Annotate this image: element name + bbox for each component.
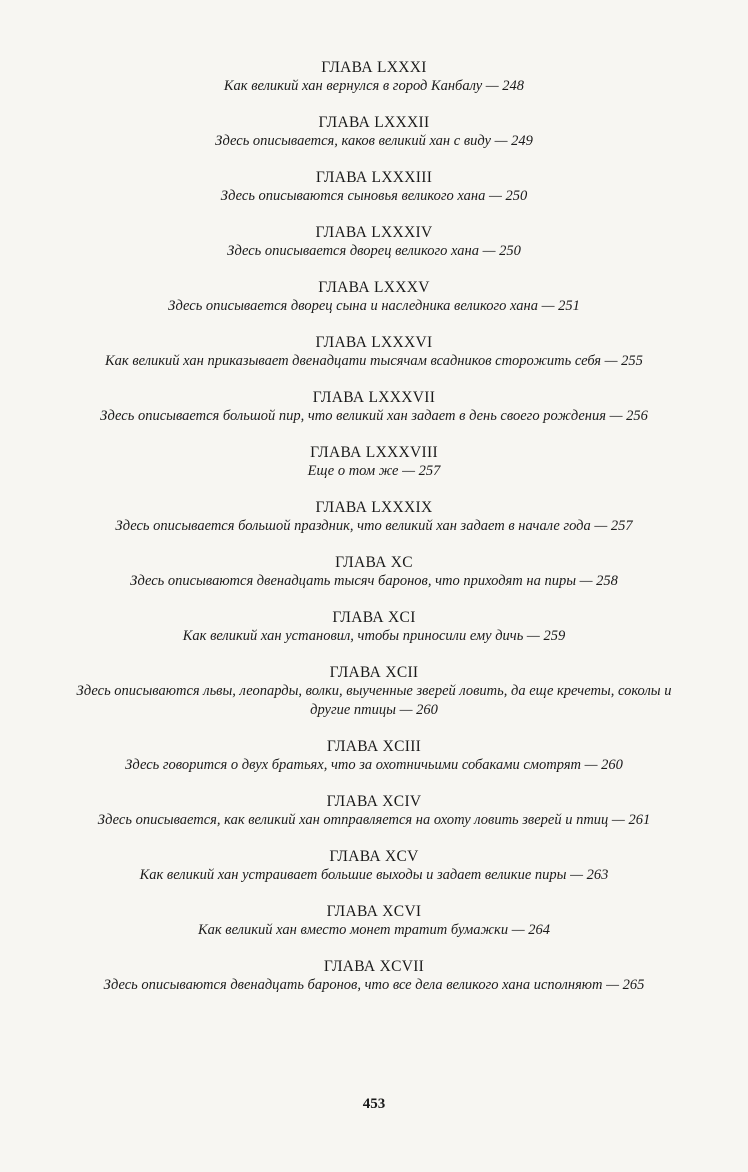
toc-entry [40, 168, 708, 206]
chapter-heading: ГЛАВА LXXXV [318, 279, 430, 296]
chapter-description: Здесь описывается, каков великий хан с виду — 249 [215, 133, 533, 149]
chapter-description: Как великий хан приказывает двенадцати тысячам всадников сторожить себя — 255 [105, 353, 643, 369]
chapter-heading: ГЛАВА LXXXIII [315, 169, 433, 186]
toc-entry [40, 553, 708, 591]
chapter-heading: ГЛАВА LXXXVI [315, 334, 433, 351]
chapter-description: Здесь описываются двенадцать тысяч баронов, что приходят на пиры — 258 [130, 573, 618, 589]
toc-entry [40, 58, 708, 96]
chapter-description: Здесь описывается большой пир, что великий хан задает в день своего рождения — 256 [100, 408, 648, 424]
chapter-heading: ГЛАВА XCII [329, 664, 419, 681]
chapter-description: Здесь описывается дворец сына и наследника великого хана — 251 [168, 298, 580, 314]
chapter-description: Здесь говорится о двух братьях, что за охотничьими собаками смотрят — 260 [125, 757, 623, 773]
toc-entry [40, 113, 708, 151]
toc-entry [40, 957, 708, 995]
toc-entry [40, 223, 708, 261]
chapter-description: Здесь описывается большой праздник, что великий хан задает в начале года — 257 [115, 518, 633, 534]
chapter-heading: ГЛАВА XCIV [326, 793, 422, 810]
chapter-heading: ГЛАВА XCVII [323, 958, 425, 975]
chapter-heading: ГЛАВА LXXXII [318, 114, 430, 131]
toc-entry [40, 388, 708, 426]
chapter-heading: ГЛАВА LXXXI [321, 59, 427, 76]
chapter-description: Здесь описываются львы, леопарды, волки, выученные зверей ловить, да еще кречеты, соколы и другие птицы — 260 [76, 683, 672, 718]
chapter-description: Здесь описывается, как великий хан отправляется на охоту ловить зверей и птиц — 261 [97, 812, 651, 828]
chapter-heading: ГЛАВА XCI [332, 609, 416, 626]
chapter-heading: ГЛАВА LXXXIX [315, 499, 433, 516]
chapter-heading: ГЛАВА XCV [329, 848, 419, 865]
chapter-description: Как великий хан вернулся в город Канбалу — 248 [223, 78, 525, 94]
toc-entry [40, 792, 708, 830]
chapter-heading: ГЛАВА LXXXVII [312, 389, 436, 406]
toc-entry [40, 498, 708, 536]
chapter-heading: ГЛАВА LXXXVIII [310, 444, 438, 461]
toc-entry [40, 278, 708, 316]
chapter-description: Здесь описываются двенадцать баронов, что все дела великого хана исполняют — 265 [103, 977, 645, 993]
toc-entry [40, 333, 708, 371]
toc-entry [40, 443, 708, 481]
chapter-description: Как великий хан устраивает большие выходы и задает великие пиры — 263 [139, 867, 609, 883]
toc-entry [40, 737, 708, 775]
chapter-heading: ГЛАВА XCVI [326, 903, 422, 920]
chapter-heading: ГЛАВА XC [335, 554, 413, 571]
page-number: 453 [362, 1096, 386, 1112]
chapter-description: Здесь описывается дворец великого хана — 250 [227, 243, 521, 259]
chapter-description: Как великий хан вместо монет тратит бумажки — 264 [198, 922, 550, 938]
table-of-contents [40, 58, 708, 1012]
toc-entry [40, 902, 708, 940]
toc-entry [40, 847, 708, 885]
chapter-description: Здесь описываются сыновья великого хана — 250 [220, 188, 528, 204]
chapter-description: Еще о том же — 257 [307, 463, 441, 479]
chapter-description: Как великий хан установил, чтобы приносили ему дичь — 259 [182, 628, 566, 644]
chapter-heading: ГЛАВА XCIII [326, 738, 422, 755]
toc-entry [40, 663, 708, 720]
chapter-heading: ГЛАВА LXXXIV [315, 224, 433, 241]
toc-entry [40, 608, 708, 646]
